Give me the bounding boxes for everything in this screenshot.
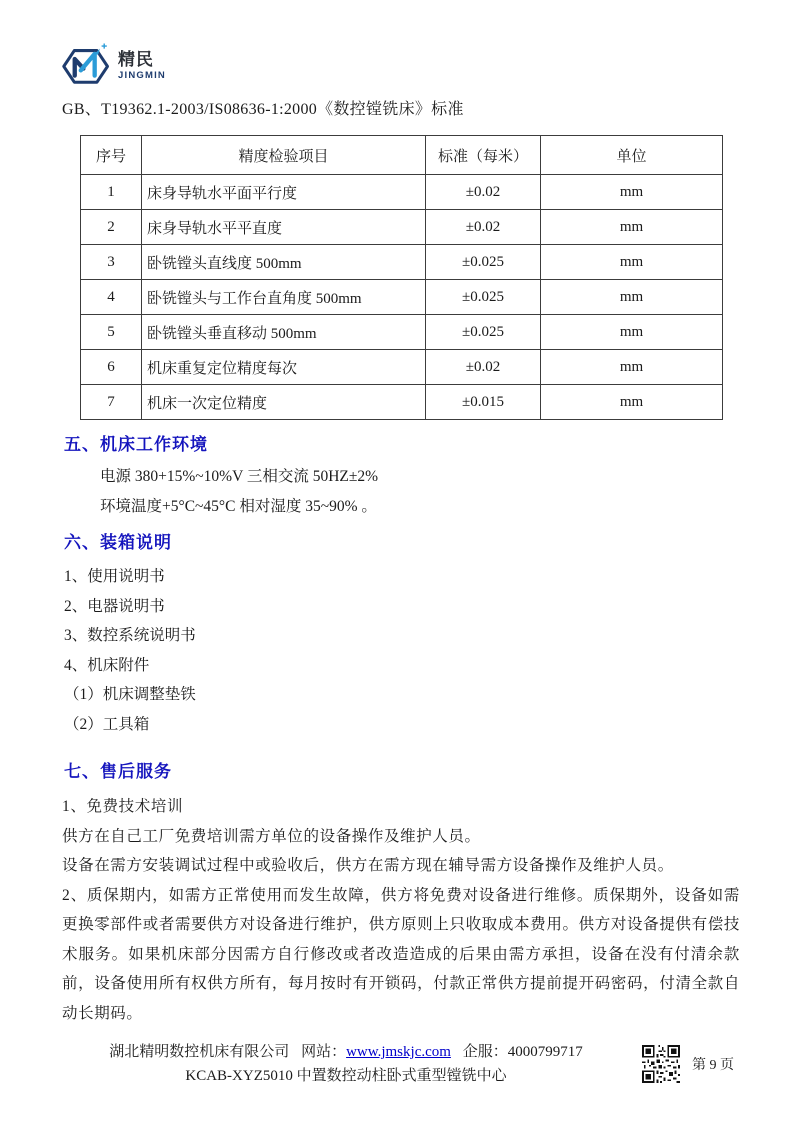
column-header-standard: 标准（每米）	[426, 136, 541, 175]
cell-unit: mm	[541, 245, 723, 280]
cell-unit: mm	[541, 385, 723, 420]
brand-name-cn: 精民	[118, 50, 154, 70]
cell-standard: ±0.015	[426, 385, 541, 420]
packing-list-item: （2）工具箱	[64, 715, 150, 733]
column-header-item: 精度检验项目	[142, 136, 426, 175]
cell-standard: ±0.02	[426, 175, 541, 210]
packing-list-item: 2、电器说明书	[64, 597, 165, 615]
service-phone: 4000799717	[507, 1044, 583, 1060]
cell-unit: mm	[541, 280, 723, 315]
cell-item: 卧铣镗头垂直移动 500mm	[142, 315, 426, 350]
cell-standard: ±0.025	[426, 280, 541, 315]
packing-list	[64, 562, 196, 739]
cell-unit: mm	[541, 175, 723, 210]
column-header-unit: 单位	[541, 136, 723, 175]
section-title-environment: 五、机床工作环境	[64, 435, 208, 454]
service-text	[62, 792, 740, 1028]
cell-item: 卧铣镗头与工作台直角度 500mm	[142, 280, 426, 315]
section-title-packing: 六、装箱说明	[64, 533, 172, 552]
cell-item: 床身导轨水平平直度	[142, 210, 426, 245]
cell-no: 4	[81, 280, 142, 315]
page-footer	[60, 1040, 750, 1088]
service-paragraph: 1、免费技术培训	[62, 798, 184, 815]
table-row	[81, 350, 723, 385]
packing-list-item: 4、机床附件	[64, 656, 150, 674]
environment-line-temperature: 环境温度+5°C~45°C 相对湿度 35~90% 。	[100, 498, 377, 515]
service-label: 企服：	[462, 1044, 508, 1060]
logo	[60, 40, 166, 92]
cell-no: 2	[81, 210, 142, 245]
cell-standard: ±0.025	[426, 315, 541, 350]
service-paragraph: 2、质保期内，如需方正常使用而发生故障，供方将免费对设备进行维修。质保期外，设备如需更换零部件或者需要供方对设备进行维护，供方原则上只收取成本费用。供方对设备提供有偿技术服务。如果机床部分因需方自行修改或者改造造成的后果由需方承担，设备在没有付清余款前，设备使用所有权供方所有，每月按时有开锁码，付款正常供方提前提开码密码，付清全款自动长期码。	[62, 886, 740, 1022]
cell-unit: mm	[541, 315, 723, 350]
cell-no: 7	[81, 385, 142, 420]
cell-no: 3	[81, 245, 142, 280]
service-paragraph: 设备在需方安装调试过程中或验收后，供方在需方现在辅导需方设备操作及维护人员。	[62, 857, 674, 874]
table-row	[81, 210, 723, 245]
table-row	[81, 385, 723, 420]
environment-line-power: 电源 380+15%~10%V 三相交流 50HZ±2%	[100, 468, 379, 485]
cell-item: 机床重复定位精度每次	[142, 350, 426, 385]
column-header-no: 序号	[81, 136, 142, 175]
packing-list-item: 1、使用说明书	[64, 568, 165, 585]
table-row	[81, 245, 723, 280]
cell-unit: mm	[541, 350, 723, 385]
website-label: 网站：	[301, 1044, 347, 1060]
service-paragraph: 供方在自己工厂免费培训需方单位的设备操作及维护人员。	[62, 827, 481, 845]
footer-company-line	[60, 1040, 632, 1064]
product-model-line: KCAB-XYZ5010 中置数控动柱卧式重型镗铣中心	[185, 1068, 507, 1084]
cell-item: 卧铣镗头直线度 500mm	[142, 245, 426, 280]
cell-no: 1	[81, 175, 142, 210]
table-row	[81, 315, 723, 350]
section-title-service: 七、售后服务	[64, 762, 172, 781]
page-number: 第 9 页	[692, 1058, 734, 1073]
cell-item: 机床一次定位精度	[142, 385, 426, 420]
footer-text	[60, 1040, 632, 1088]
table-header-row	[81, 136, 723, 175]
cell-standard: ±0.02	[426, 210, 541, 245]
qr-code	[642, 1045, 680, 1083]
website-link[interactable]: www.jmskjc.com	[346, 1044, 451, 1060]
cell-item: 床身导轨水平面平行度	[142, 175, 426, 210]
cell-no: 5	[81, 315, 142, 350]
brand-name-en: JINGMIN	[118, 70, 166, 82]
standard-reference: GB、T19362.1-2003/IS08636-1:2000《数控镗铣床》标准	[62, 101, 464, 118]
brand-text	[118, 51, 166, 81]
table-row	[81, 175, 723, 210]
environment-text	[100, 462, 378, 522]
cell-no: 6	[81, 350, 142, 385]
company-name: 湖北精明数控机床有限公司	[109, 1044, 290, 1060]
packing-list-item: （1）机床调整垫铁	[64, 686, 196, 703]
packing-list-item: 3、数控系统说明书	[64, 627, 196, 644]
cell-unit: mm	[541, 210, 723, 245]
jingmin-logo-icon	[60, 40, 112, 92]
precision-table	[80, 135, 723, 420]
table-row	[81, 280, 723, 315]
cell-standard: ±0.025	[426, 245, 541, 280]
cell-standard: ±0.02	[426, 350, 541, 385]
